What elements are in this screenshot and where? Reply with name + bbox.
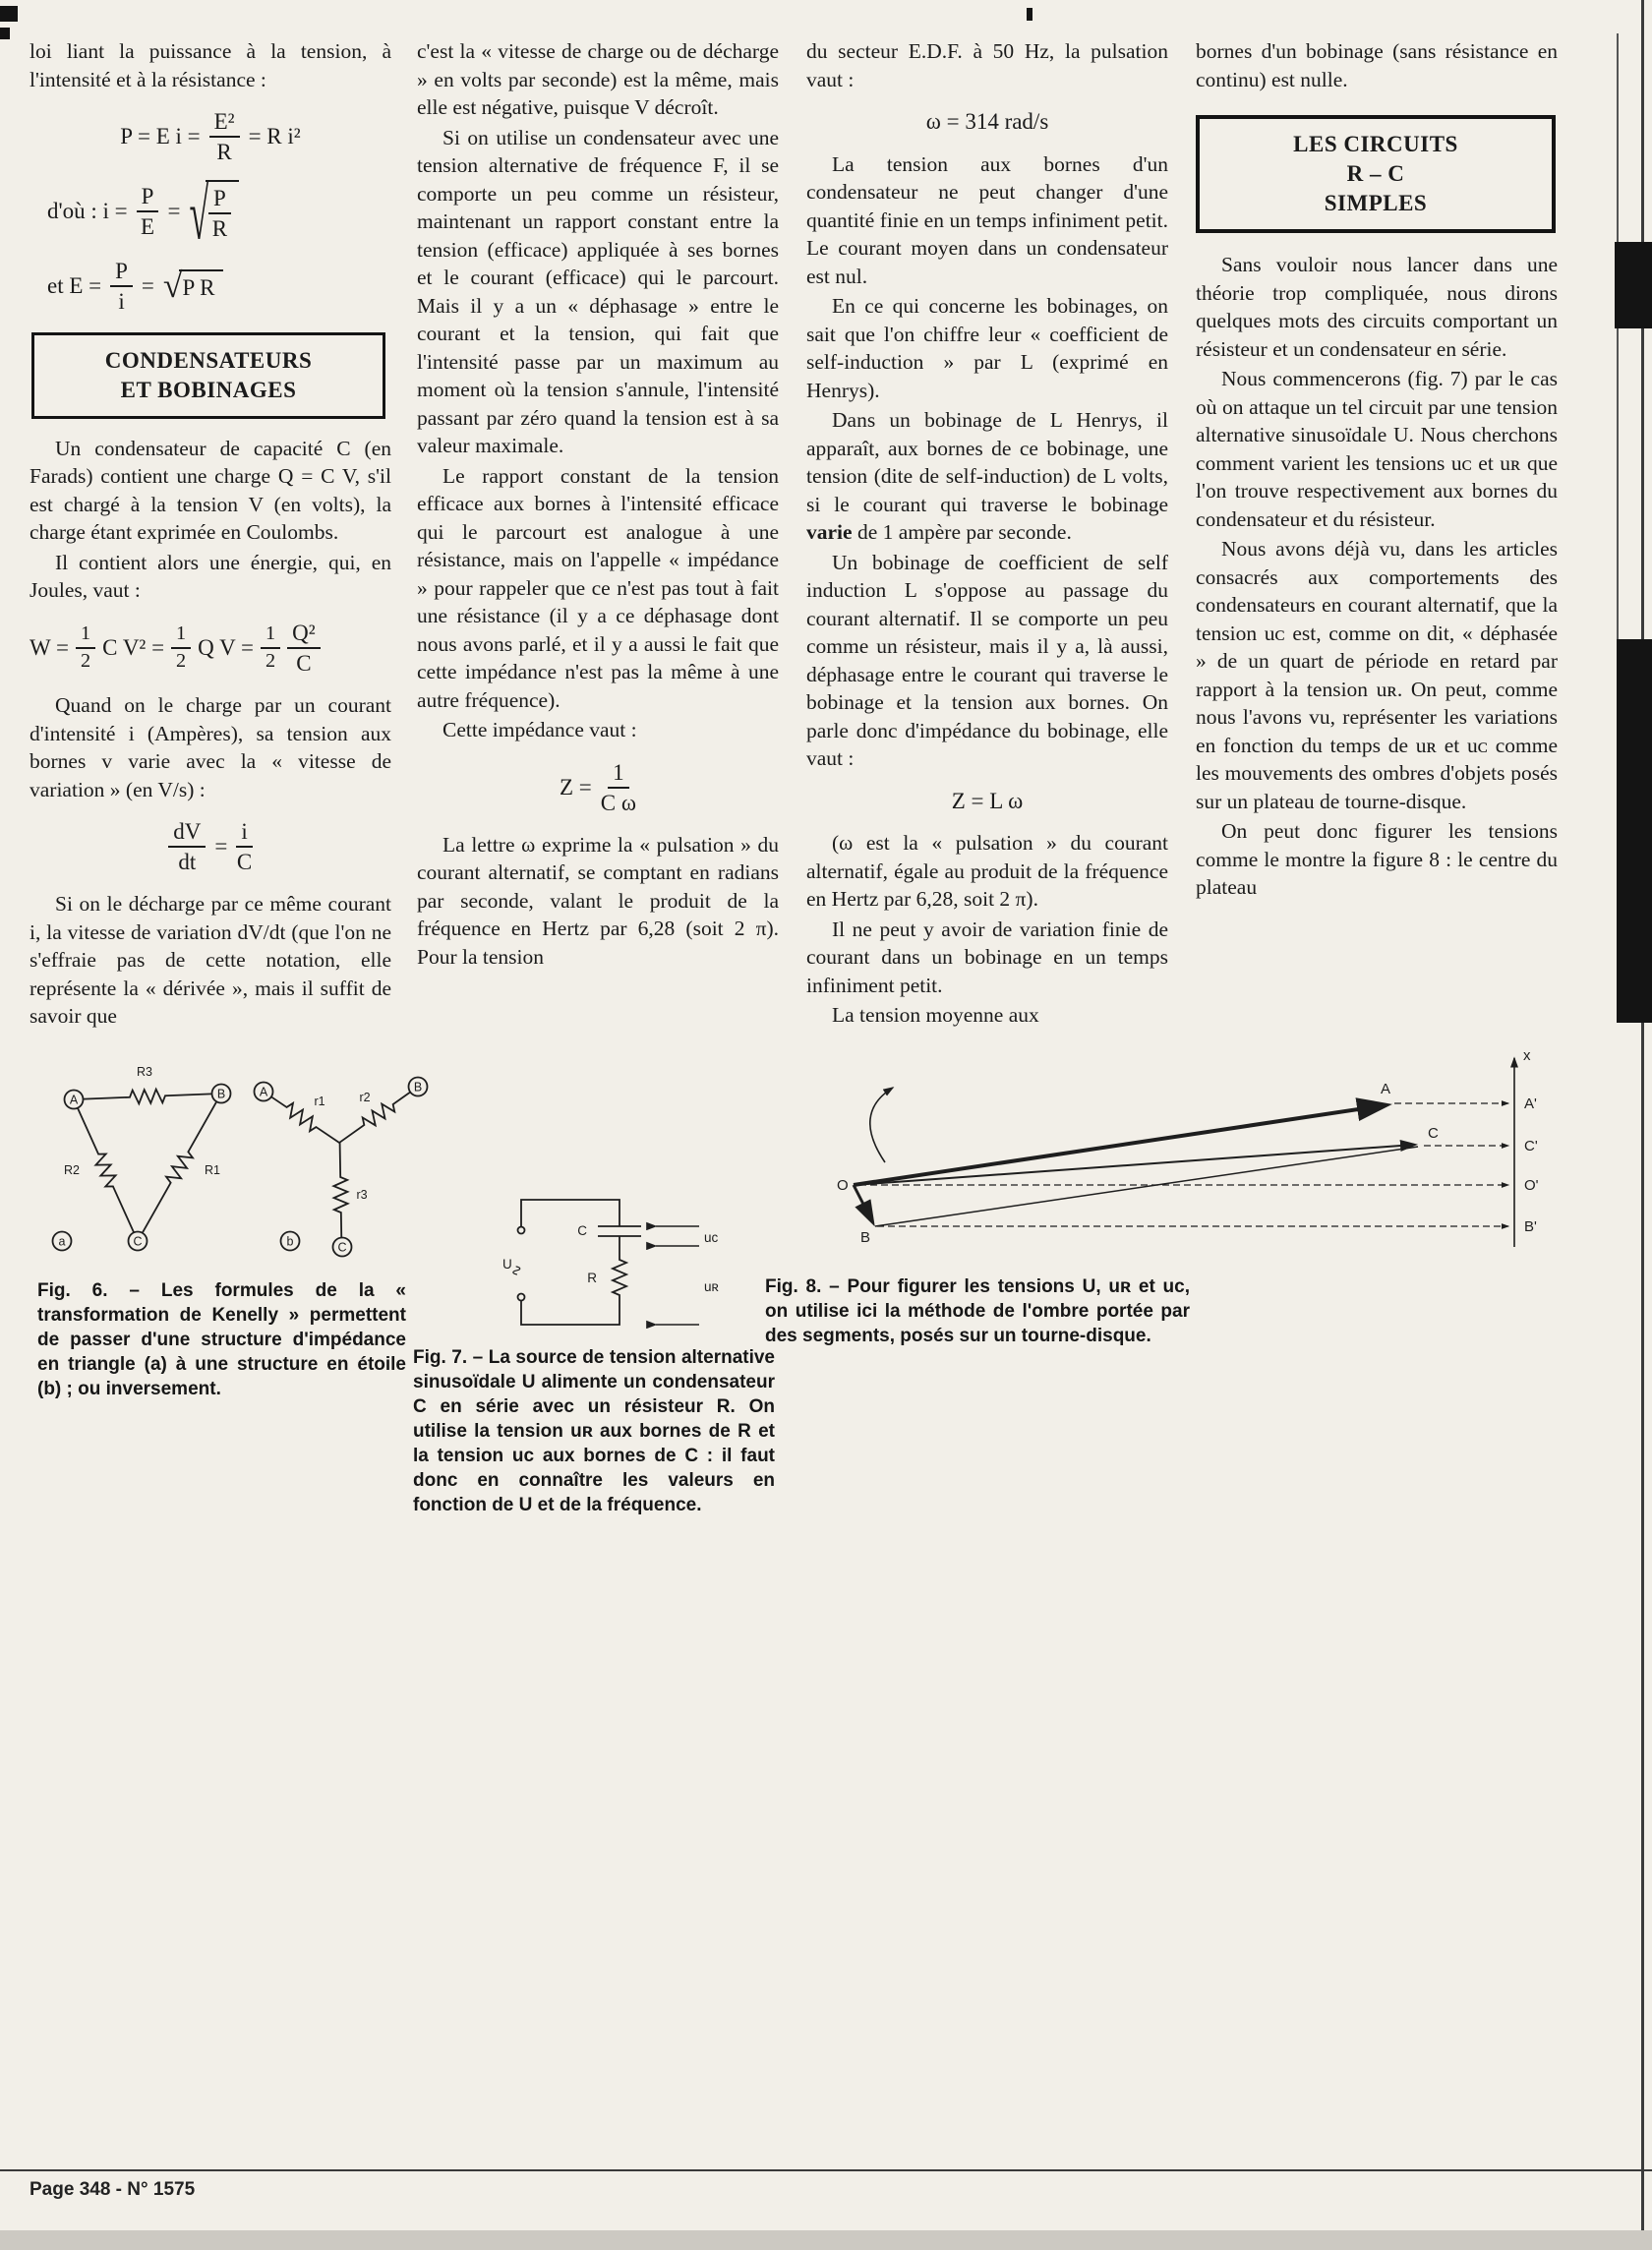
- numerator: dV: [168, 818, 206, 848]
- fraction: [209, 108, 240, 165]
- numerator: 1: [171, 622, 191, 649]
- heading-line: LES CIRCUITS: [1293, 132, 1458, 156]
- fig7-capacitor-label: C: [577, 1223, 587, 1238]
- fig7-uc-label: uᴄ: [704, 1230, 719, 1245]
- radical-sign-icon: √: [162, 265, 183, 305]
- text-column-1: [30, 37, 391, 1033]
- fig6-resistor-label: R2: [64, 1163, 80, 1177]
- paragraph: [806, 406, 1168, 547]
- heading-line: CONDENSATEURS: [104, 347, 313, 373]
- paragraph: Un bobinage de coefficient de self induction L s'oppose au passage du courant alternatif. Il se comporte un peu comme un résisteur, mais il y a, là aussi, déphasage entre le courant qui traverse le bobinage et la tension aux bornes. On parle donc d'impédance du bobinage, elle vaut :: [806, 550, 1168, 771]
- fig6-node-label: C: [337, 1240, 347, 1255]
- formula-text: P = E i =: [120, 124, 201, 149]
- denominator: 2: [176, 649, 187, 672]
- denominator: i: [118, 288, 125, 314]
- fraction: [168, 818, 206, 875]
- paragraph: On peut donc figurer les tensions comme le montre la figure 8 : le centre du plateau: [1196, 819, 1558, 899]
- fig8-caption: Fig. 8. – Pour figurer les tensions U, uʀ et uᴄ, on utilise ici la méthode de l'ombre portée par des segments, posés sur un tourne-disque.: [765, 1276, 1190, 1346]
- fraction: [76, 622, 95, 674]
- numerator: 1: [76, 622, 95, 649]
- paragraph: Le rapport constant de la tension efficace aux bornes à l'intensité efficace qui le parcourt est analogue à une résistance, mais on l'appelle « impédance » pour rappeler que ce n'est pas tout à fait une résistance (il y a ce déphasage dont nous avons parlé, et il y a aussi le fait que cette impédance n'est pas la même à une autre fréquence).: [417, 463, 779, 712]
- scan-bar-1: [1615, 242, 1652, 328]
- fraction: [287, 620, 321, 677]
- fig6-resistor-label: R3: [137, 1065, 152, 1079]
- formula-current: [30, 174, 391, 256]
- numerator: P: [208, 185, 231, 214]
- paragraph: Si on utilise un condensateur avec une tension alternative de fréquence F, il se comporte un peu comme un résisteur, maintenant un rapport constant entre la tension (efficace) appliquée à ses bornes et le courant (efficace) qui le parcourt. Mais il y a un « déphasage » entre le courant et la tension, qui fait que l'intensité passe par un maximum au moment où la tension s'annule, l'intensité passant par zéro quand la tension est à sa valeur maximale.: [417, 125, 779, 457]
- radicand: P R: [179, 269, 222, 302]
- fraction: [208, 185, 231, 242]
- formula-text: =: [141, 272, 154, 298]
- paragraph: Nous avons déjà vu, dans les articles consacrés aux comportements des condensateurs en courant alternatif, que la tension uᴄ est, comme on dit, « déphasée » de un quart de période en retard par rapport à la tension uʀ. On peut, comme nous l'avons vu, représenter les variations en fonction du temps de uʀ et uᴄ comme les mouvements des ombres d'objets posés sur un plateau de tourne-disque.: [1196, 537, 1558, 813]
- fig8-projection-label: A': [1524, 1095, 1537, 1112]
- square-root: [189, 174, 238, 256]
- paragraph: La tension aux bornes d'un condensateur ne peut changer d'une quantité finie en un temps infiniment petit. Le courant moyen dans un condensateur est nul.: [806, 151, 1168, 288]
- square-root: [162, 265, 223, 305]
- formula-text: C V² =: [102, 635, 165, 661]
- fig6-tag-label: a: [58, 1234, 66, 1249]
- fraction: [236, 818, 252, 875]
- rotation-arrow: [870, 1088, 893, 1162]
- formula-impedance-coil: [806, 788, 1168, 815]
- scan-mark-topleft-1: [0, 6, 18, 22]
- formula-text: ω = 314 rad/s: [925, 109, 1049, 134]
- text-run-bold: varie: [806, 520, 853, 545]
- paragraph: Il ne peut y avoir de variation finie de courant dans un bobinage en un temps infiniment petit.: [806, 917, 1168, 997]
- paragraph: (ω est la « pulsation » du courant alternatif, égale au produit de la fréquence en Hertz par 6,28, soit 2 π).: [806, 831, 1168, 912]
- formula-text: =: [167, 199, 181, 224]
- formula-energy: [30, 620, 391, 677]
- paragraph: Nous commencerons (fig. 7) par le cas où on attaque un tel circuit par une tension alternative sinusoïdale U. Nous cherchons comment varient les tensions uᴄ et uʀ que l'on trouve respectivement aux bornes du condensateur et du résisteur.: [1196, 367, 1558, 531]
- numerator: 1: [608, 759, 629, 789]
- numerator: P: [110, 258, 133, 287]
- paragraph: loi liant la puissance à la tension, à l'intensité et à la résistance :: [30, 39, 391, 91]
- fig8-point-label: B: [860, 1229, 871, 1246]
- fig6-kenelly-diagram: [34, 1054, 472, 1285]
- denominator: R: [211, 216, 228, 242]
- formula-power: [30, 108, 391, 165]
- numerator: i: [236, 818, 252, 848]
- text-column-2: [417, 37, 779, 973]
- radicand: [206, 180, 239, 242]
- fig6-tag-label: b: [286, 1234, 294, 1249]
- fraction: [601, 759, 636, 816]
- fig8-point-label: A: [1381, 1081, 1391, 1097]
- paragraph: La lettre ω exprime la « pulsation » du courant alternatif, se comptant en radians par seconde, valant le produit de la fréquence en Hertz par 6,28 (soit 2 π). Pour la tension: [417, 832, 779, 969]
- scan-mark-top: [1027, 8, 1032, 21]
- scan-mark-topleft-2: [0, 28, 10, 39]
- fig7-caption: Fig. 7. – La source de tension alternative sinusoïdale U alimente un condensateur C en série avec un résisteur R. On utilise la tension uʀ aux bornes de R et la tension uᴄ aux bornes de C : il faut donc en connaître les valeurs en fonction de U et de la fréquence.: [413, 1347, 775, 1515]
- fig8-point-label: C: [1428, 1125, 1439, 1142]
- formula-text: =: [214, 834, 228, 859]
- numerator: 1: [261, 622, 280, 649]
- formula-impedance-capacitor: [417, 759, 779, 816]
- sine-source-icon: ∿: [508, 1264, 525, 1277]
- fig8-projection-label: B': [1524, 1218, 1537, 1235]
- paragraph: La tension moyenne aux: [832, 1003, 1039, 1028]
- paragraph: Si on le décharge par ce même courant i, la vitesse de variation dV/dt (que l'on ne s'effraie pas de cette notation, elle représente la « dérivée », mais il suffit de savoir que: [30, 892, 391, 1029]
- fig8-projection-label: O': [1524, 1177, 1539, 1194]
- formula-text: Z = L ω: [951, 788, 1024, 813]
- text-column-4: [1196, 37, 1558, 904]
- denominator: 2: [266, 649, 276, 672]
- paragraph: Sans vouloir nous lancer dans une théorie trop compliquée, nous dirons quelques mots des circuits comportant un résisteur et un condensateur en série.: [1196, 253, 1558, 361]
- star-network: [255, 1078, 428, 1257]
- numerator: E²: [209, 108, 240, 138]
- heading-line: ET BOBINAGES: [120, 377, 297, 402]
- paragraph: Il contient alors une énergie, qui, en Joules, vaut :: [30, 550, 391, 603]
- fig8-point-label: O: [837, 1177, 849, 1194]
- formula-text: d'où : i =: [47, 199, 128, 224]
- formula-derivative: [30, 818, 391, 875]
- fig7-rc-circuit: [497, 1185, 723, 1352]
- fig6-node-label: B: [413, 1080, 423, 1095]
- fig8-axis-label: x: [1523, 1047, 1531, 1064]
- page-bottom-edge: [0, 2230, 1652, 2250]
- fig6-node-label: A: [69, 1093, 79, 1107]
- heading-line: R – C: [1346, 161, 1405, 186]
- fig6-caption: Fig. 6. – Les formules de la « transformation de Kenelly » permettent de passer d'une structure d'impédance en triangle (a) à une structure en étoile (b) ; ou inversement.: [37, 1280, 406, 1399]
- circuit-wires: [518, 1200, 642, 1325]
- formula-text: et E =: [47, 272, 102, 298]
- fraction: [171, 622, 191, 674]
- paragraph: Quand on le charge par un courant d'intensité i (Ampères), sa tension aux bornes v varie avec la « vitesse de variation » (en V/s) :: [30, 693, 391, 801]
- denominator: R: [216, 140, 232, 165]
- fig8-projection-label: C': [1524, 1138, 1538, 1155]
- denominator: 2: [81, 649, 91, 672]
- heading-line: SIMPLES: [1324, 191, 1428, 215]
- fig6-resistor-label: r1: [314, 1095, 325, 1108]
- text-column-3: [806, 37, 1168, 1032]
- fraction: [110, 258, 133, 315]
- numerator: P: [137, 183, 159, 212]
- scan-bar-2: [1617, 639, 1652, 1023]
- section-heading-condensateurs: [31, 332, 385, 419]
- page-footer: Page 348 - N° 1575: [30, 2179, 196, 2200]
- paragraph: En ce qui concerne les bobinages, on sait que l'on chiffre leur « coefficient de self-induction » par L (exprimé en Henrys).: [806, 294, 1168, 402]
- denominator: C: [296, 650, 312, 676]
- paragraph: bornes d'un bobinage (sans résistance en continu) est nulle.: [1196, 39, 1558, 91]
- fig6-resistor-label: r2: [359, 1091, 371, 1104]
- formula-text: Z =: [559, 774, 592, 799]
- text-run: Dans un bobinage de L Henrys, il apparaît, aux bornes de ce bobinage, une tension (dite de self-induction) de L volts, si le courant qui traverse le bobinage: [806, 408, 1168, 516]
- fraction: [137, 183, 159, 240]
- fig6-resistor-label: r3: [356, 1188, 368, 1202]
- paragraph: c'est la « vitesse de charge ou de décharge » en volts par seconde) est la même, mais elle est négative, puisque V décroît.: [417, 39, 779, 119]
- footer-rule: [0, 2169, 1652, 2171]
- formula-text: W =: [30, 635, 70, 661]
- voltage-arrows: [656, 1226, 699, 1325]
- text-run: de 1 ampère par seconde.: [852, 520, 1072, 545]
- denominator: C ω: [600, 790, 636, 815]
- fig6-node-label: C: [133, 1234, 143, 1249]
- formula-text: Q V =: [198, 635, 255, 661]
- fig6-resistor-label: R1: [205, 1163, 220, 1177]
- scan-edge-line: [1641, 0, 1644, 2250]
- formula-pulsation: [806, 108, 1168, 136]
- numerator: Q²: [287, 620, 321, 649]
- denominator: C: [236, 850, 253, 875]
- denominator: dt: [178, 850, 197, 875]
- denominator: E: [141, 213, 155, 239]
- fig7-ur-label: uʀ: [704, 1279, 719, 1294]
- projection-lines: [859, 1103, 1508, 1226]
- fig6-node-label: B: [216, 1087, 226, 1101]
- voltage-vectors: [854, 1105, 1418, 1226]
- paragraph: du secteur E.D.F. à 50 Hz, la pulsation vaut :: [806, 39, 1168, 91]
- fig6-node-label: A: [259, 1085, 268, 1099]
- radical-sign-icon: √: [189, 174, 208, 256]
- paragraph: Un condensateur de capacité C (en Farads) contient une charge Q = C V, s'il est chargé à la tension V (en volts), la charge étant exprimée en Coulombs.: [30, 436, 391, 545]
- formula-voltage: [30, 258, 391, 315]
- section-heading-circuits-rc: [1196, 115, 1556, 233]
- fig7-resistor-label: R: [587, 1271, 597, 1285]
- fig7-source-label: U: [502, 1257, 512, 1272]
- paragraph: Cette impédance vaut :: [442, 718, 637, 741]
- fraction: [261, 622, 280, 674]
- fig8-vector-diagram: [834, 1042, 1552, 1278]
- formula-text: = R i²: [248, 124, 301, 149]
